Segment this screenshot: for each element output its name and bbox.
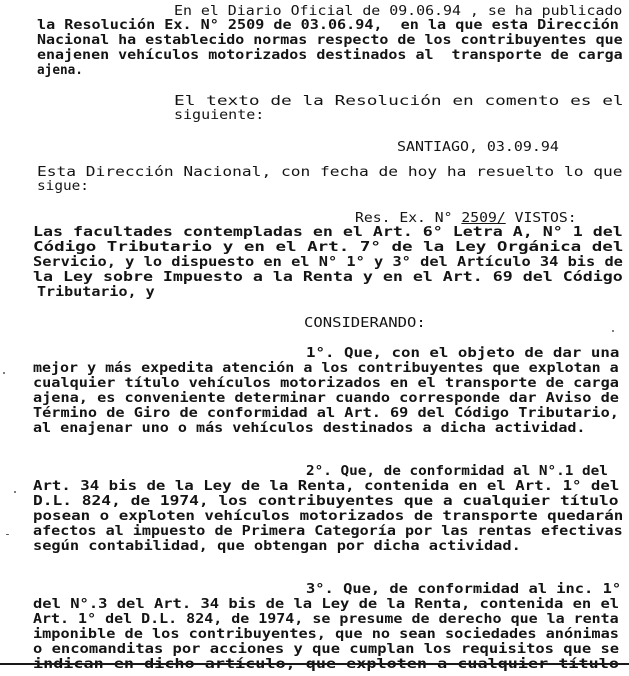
place-date: SANTIAGO, 03.09.94: [397, 140, 559, 155]
scan-speck: [612, 330, 614, 332]
page-bottom-rule: [0, 663, 629, 665]
considerando-1-line: al enajenar uno o más vehículos destinados a dicha actividad.: [33, 421, 586, 436]
considerando-3-line: imponible de los contribuyentes, que no sean sociedades anónimas: [33, 627, 619, 642]
text-intro-line: El texto de la Resolución en comento es el: [174, 94, 624, 109]
considerando-1-line: ajena, es conveniente determinar cuando corresponde dar Aviso de: [33, 391, 619, 406]
direction-line: sigue:: [37, 179, 89, 194]
intro-line: En el Diario Oficial de 09.06.94 , se ha publicado: [174, 4, 623, 19]
considerando-1-line: Término de Giro de conformidad al Art. 69 del Código Tributario,: [33, 406, 619, 421]
resolution-line: [355, 212, 577, 226]
considerando-2-line: D.L. 824, de 1974, los contribuyentes que a cualquier título: [33, 494, 619, 509]
resolution-number: 2509/: [461, 211, 506, 226]
considerando-1-line: 1°. Que, con el objeto de dar una: [306, 346, 620, 361]
considerando-3-line: 3°. Que, de conformidad al inc. 1°: [306, 582, 622, 597]
considerando-1-line: mejor y más expedita atención a los contribuyentes que explotan a: [33, 361, 619, 376]
scan-speck: [3, 372, 5, 374]
considerando-2-line: según contabilidad, que obtengan por dicha actividad.: [33, 539, 521, 554]
vistos-line: Las facultades contempladas en el Art. 6° Letra A, N° 1 del: [33, 225, 623, 240]
considerando-2-line: posean o exploten vehículos motorizados de transporte quedarán: [33, 509, 624, 524]
considerando-1-line: cualquier título vehículos motorizados en el transporte de carga: [33, 376, 619, 391]
text-intro-line: siguiente:: [174, 108, 265, 123]
considerando-heading: CONSIDERANDO:: [304, 316, 426, 331]
direction-line: Esta Dirección Nacional, con fecha de hoy ha resuelto lo que: [37, 165, 623, 180]
scan-speck: [14, 491, 16, 493]
resolution-prefix: Res. Ex. N°: [355, 211, 453, 226]
vistos-line: la Ley sobre Impuesto a la Renta y en el Art. 69 del Código: [33, 270, 623, 285]
considerando-3-line: o encomanditas por acciones y que cumplan los requisitos que se: [33, 642, 620, 657]
considerando-3-line: del N°.3 del Art. 34 bis de la Ley de la Renta, contenida en el: [33, 597, 620, 612]
vistos-line: Código Tributario y en el Art. 7° de la Ley Orgánica del: [33, 240, 624, 255]
vistos-heading: VISTOS:: [514, 211, 577, 226]
scan-speck: [6, 534, 9, 535]
intro-line: enajenen vehículos motorizados destinados al transporte de carga: [37, 48, 623, 63]
intro-line: Nacional ha establecido normas respecto de los contribuyentes que: [37, 33, 623, 48]
considerando-2-line: afectos al impuesto de Primera Categoría por las rentas efectivas: [33, 524, 623, 539]
considerando-2-line: Art. 34 bis de la Ley de la Renta, contenida en el Art. 1° del: [33, 479, 620, 494]
considerando-2-line: 2°. Que, de conformidad al N°.1 del: [306, 464, 608, 479]
considerando-3-line: Art. 1° del D.L. 824, de 1974, se presume de derecho que la renta: [33, 612, 619, 627]
intro-line: la Resolución Ex. N° 2509 de 03.06.94, en la que esta Dirección: [37, 18, 619, 33]
vistos-line: Servicio, y lo dispuesto en el N° 1° y 3° del Artículo 34 bis de: [33, 255, 623, 270]
vistos-line: Tributario, y: [37, 285, 155, 300]
intro-line: ajena.: [37, 63, 83, 78]
considerando-3-line: [33, 658, 619, 672]
